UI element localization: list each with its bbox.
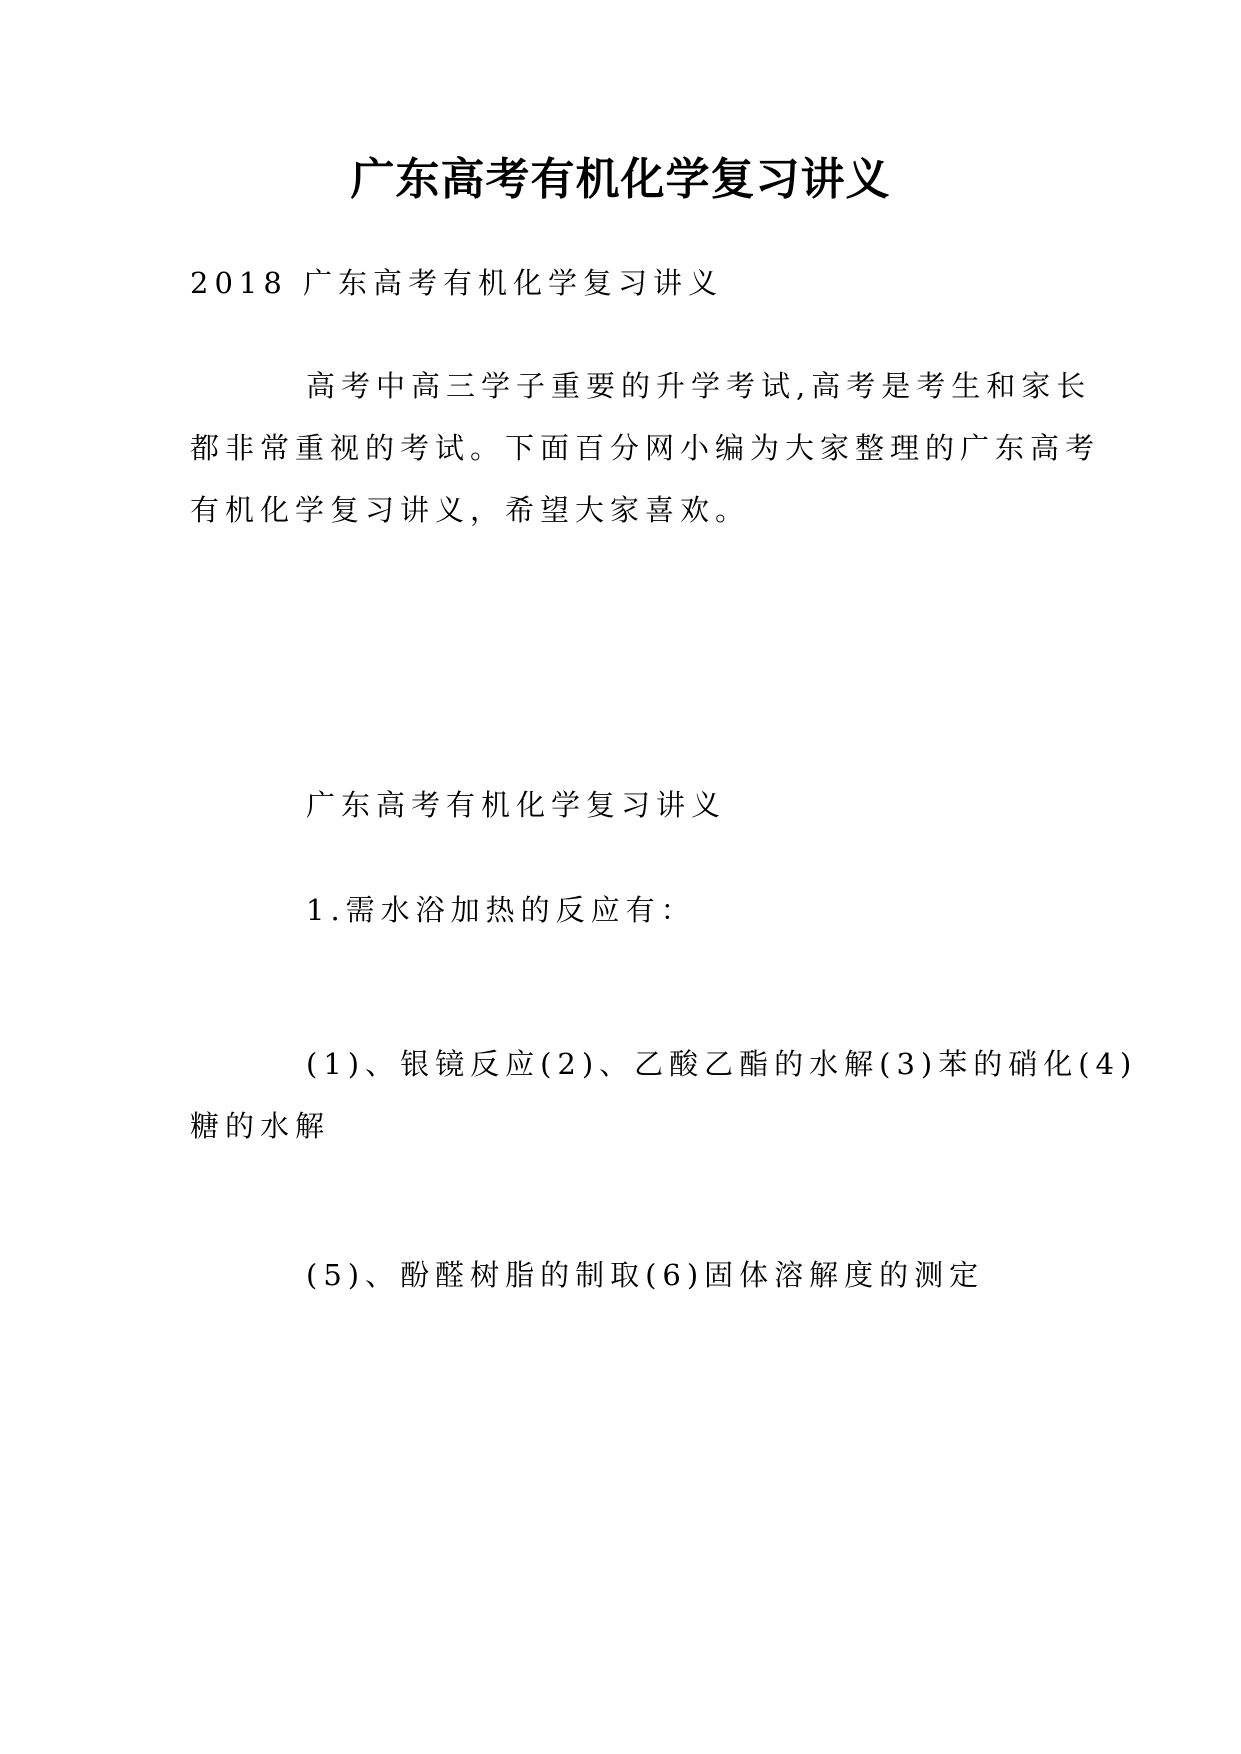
list-item-1: 1.需水浴加热的反应有： (306, 893, 696, 927)
section-heading: 广东高考有机化学复习讲义 (306, 788, 727, 822)
reactions-more: (5)、酚醛树脂的制取(6)固体溶解度的测定 (306, 1258, 985, 1292)
intro-line: 高考中高三学子重要的升学考试,高考是考生和家长 (306, 369, 1092, 403)
reactions-line: 糖的水解 (190, 1109, 331, 1143)
reactions-paragraph (190, 1033, 1138, 1157)
intro-line: 有机化学复习讲义，希望大家喜欢。 (190, 493, 751, 527)
document-subtitle: 2018 广东高考有机化学复习讲义 (190, 266, 724, 300)
intro-line: 都非常重视的考试。下面百分网小编为大家整理的广东高考 (190, 431, 1101, 465)
document-title: 广东高考有机化学复习讲义 (350, 154, 891, 205)
reactions-line: (1)、银镜反应(2)、乙酸乙酯的水解(3)苯的硝化(4) (306, 1047, 1138, 1081)
intro-paragraph (190, 355, 1101, 541)
